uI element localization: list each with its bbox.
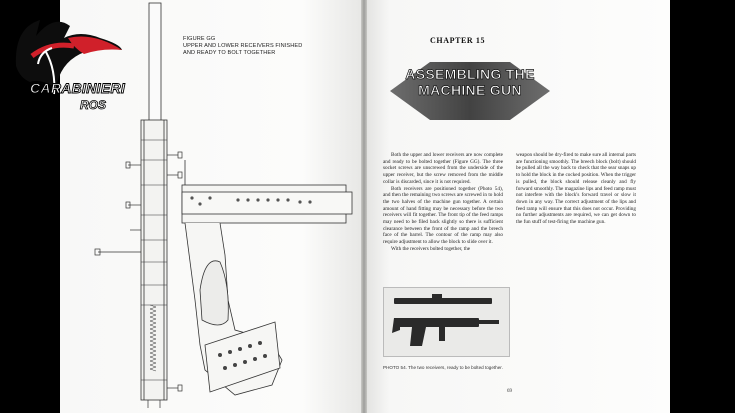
paragraph: With the receivers bolted together, the bbox=[391, 245, 471, 252]
photo-caption: PHOTO 54. The two receivers, ready to be bolted together. bbox=[383, 365, 503, 370]
chapter-title bbox=[390, 66, 550, 98]
logo-text-carabinieri: CARABINIERI bbox=[30, 80, 126, 96]
photo-54 bbox=[383, 287, 510, 357]
paragraph: Both receivers are positioned together (Photo 54), and then the remaining two screws are screwed in to hold the two halves of the machine gun together. A certain amount of hand fitting may be necessary before the two receivers will fit together. The front tip of the feed ramps may need to be filed back slightly so there is sufficient clearance between the front of the ramp and the breech face of the barrel. The contour of the ramp may also require adjustment to allow the block to slide over it. bbox=[383, 185, 503, 246]
figure-label: FIGURE GG bbox=[183, 36, 216, 42]
logo-text-ros: ROS bbox=[80, 98, 107, 112]
paragraph: Both the upper and lower receivers are now complete and ready to be bolted together (Figure GG). The three socket screws are unscrewed from the underside of the upper receiver, but the screw removed from the middle collar is discarded, since it is not required. bbox=[383, 152, 503, 185]
chapter-title-line1: ASSEMBLING THE bbox=[405, 66, 535, 82]
figure-caption bbox=[183, 36, 302, 57]
carabinieri-logo bbox=[10, 8, 130, 118]
page-number: 69 bbox=[507, 389, 512, 394]
body-column-left bbox=[383, 152, 503, 253]
body-column-right bbox=[516, 152, 636, 226]
chapter-heading: CHAPTER 15 bbox=[430, 36, 486, 45]
paragraph: weapon should be dry-fired to make sure all internal parts are functioning smoothly. The breech block (bolt) should be pulled all the way back to check that the sear snaps up to hold the block in the cocked position. When the trigger is pulled, the block should release cleanly and fly forward smoothly. The magazine lips and feed ramp must not interfere with the block's forward travel or slow it down in any way. The correct adjustment of the lips and feed ramp will ensure that this does not occur. Providing no further adjustments are required, we can get down to the fun stuff of test-firing the machine gun. bbox=[516, 152, 636, 226]
figure-caption-line: AND READY TO BOLT TOGETHER bbox=[183, 50, 276, 56]
chapter-title-line2: MACHINE GUN bbox=[418, 82, 522, 98]
figure-caption-line: UPPER AND LOWER RECEIVERS FINISHED bbox=[183, 43, 303, 49]
